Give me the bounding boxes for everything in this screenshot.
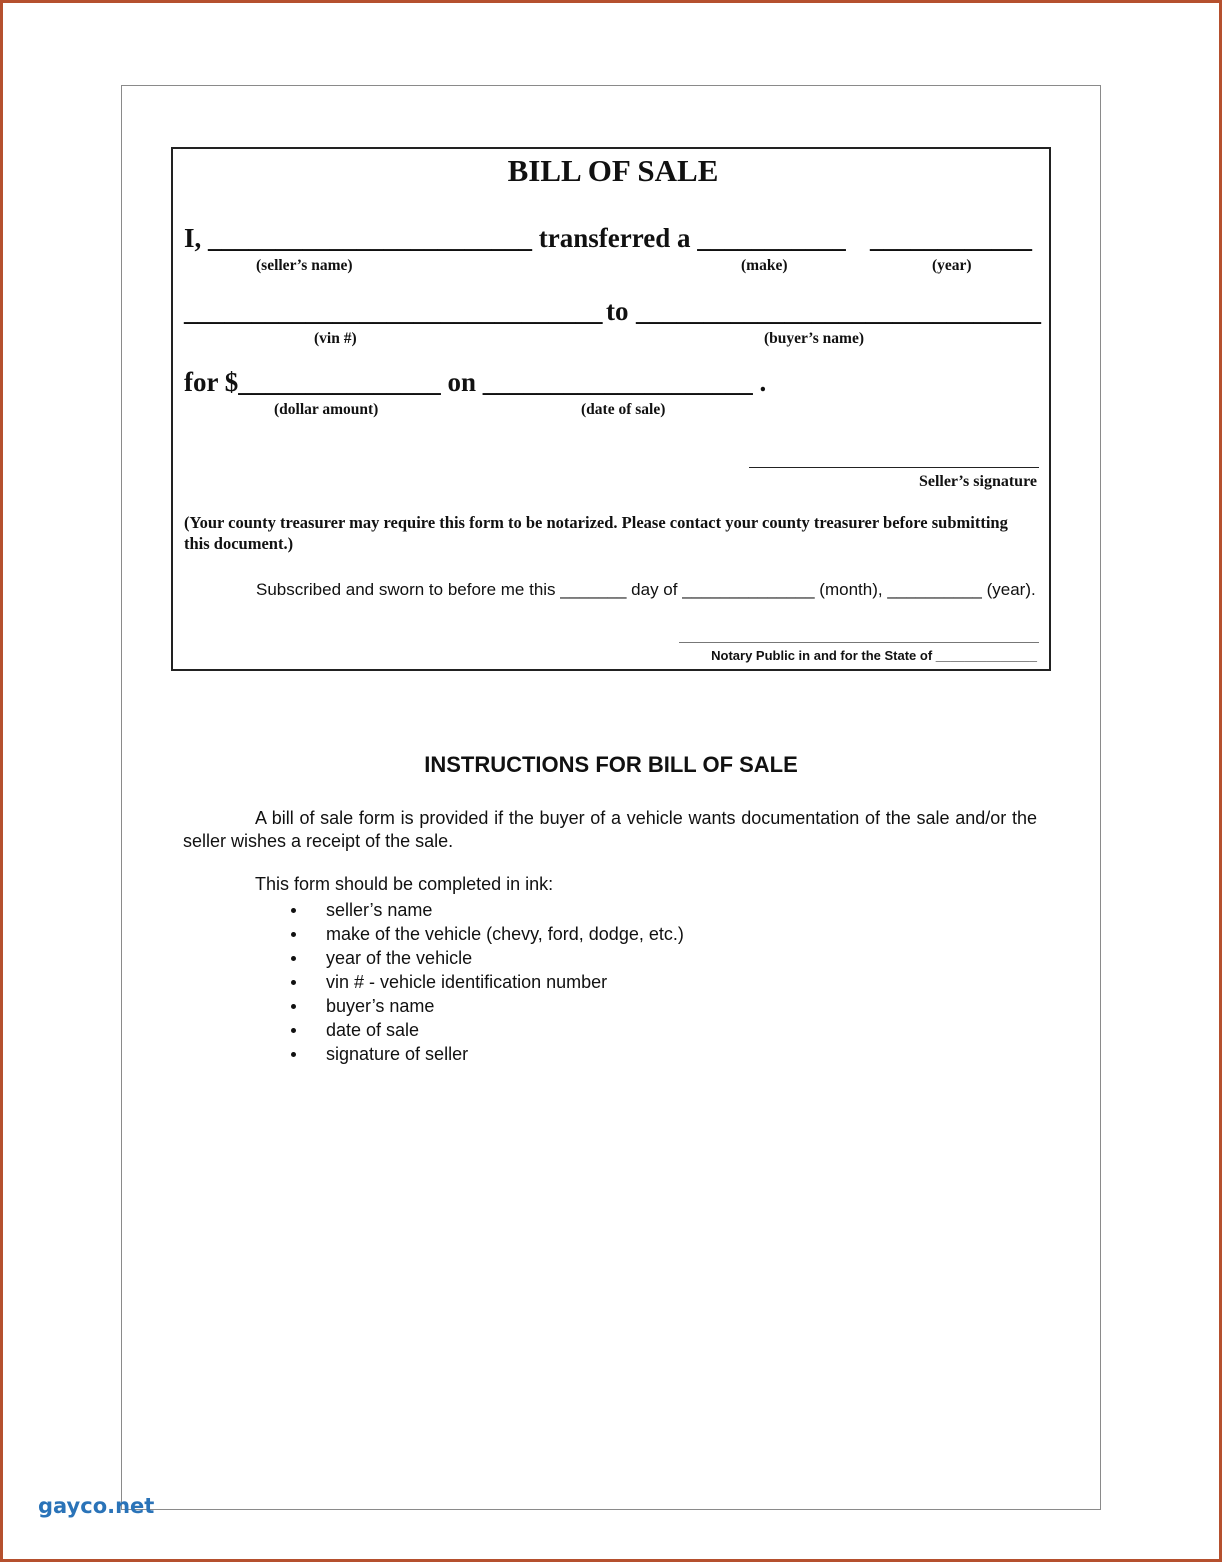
- watermark-logo: gayco.net: [38, 1494, 155, 1518]
- sworn-statement: Subscribed and sworn to before me this _______ day of ______________ (month), __________ (year).: [256, 580, 1036, 599]
- seller-make-line: I, ________________________ transferred a ___________: [184, 223, 846, 253]
- vin-blank: _______________________________: [184, 296, 603, 326]
- year-blank: ____________: [870, 223, 1032, 253]
- list-item-text: vin # - vehicle identification number: [326, 972, 608, 992]
- make-caption: (make): [741, 257, 788, 274]
- seller-signature-line: [749, 467, 1039, 468]
- notary-caption: Notary Public in and for the State of ______________: [711, 648, 1037, 663]
- seller-signature-caption: Seller’s signature: [918, 473, 1037, 490]
- notary-signature-line: [679, 642, 1039, 643]
- buyer-blank: ______________________________: [636, 296, 1041, 326]
- bullet-icon: [291, 908, 296, 913]
- year-caption: (year): [932, 257, 972, 274]
- dollar-amount-caption: (dollar amount): [274, 401, 379, 418]
- buyer-name-caption: (buyer’s name): [764, 330, 865, 347]
- bullet-icon: [291, 1052, 296, 1057]
- list-item: [255, 1018, 684, 1042]
- list-item: [255, 898, 684, 922]
- bullet-icon: [291, 1028, 296, 1033]
- instructions-title: INSTRUCTIONS FOR BILL OF SALE: [424, 752, 798, 777]
- list-item-text: signature of seller: [326, 1044, 469, 1064]
- instructions-list: [255, 898, 684, 1066]
- list-item-text: seller’s name: [326, 900, 433, 920]
- list-item-text: year of the vehicle: [326, 948, 473, 968]
- amount-date-line: for $_______________ on ____________________ .: [184, 367, 767, 397]
- list-item-text: date of sale: [326, 1020, 420, 1040]
- bill-of-sale-form: [171, 147, 1051, 671]
- list-item: [255, 922, 684, 946]
- list-item-text: buyer’s name: [326, 996, 435, 1016]
- list-item: [255, 970, 684, 994]
- list-item: [255, 946, 684, 970]
- instructions-paragraph: A bill of sale form is provided if the buyer of a vehicle wants documentation of the sale and/or the seller wishes a receipt of the sale.: [183, 808, 1037, 851]
- date-of-sale-caption: (date of sale): [581, 401, 666, 418]
- ink-instruction-label: This form should be completed in ink:: [255, 874, 554, 894]
- bullet-icon: [291, 956, 296, 961]
- bullet-icon: [291, 980, 296, 985]
- list-item-text: make of the vehicle (chevy, ford, dodge, etc.): [326, 924, 684, 944]
- bullet-icon: [291, 932, 296, 937]
- list-item: [255, 1042, 684, 1066]
- seller-name-caption: (seller’s name): [256, 257, 353, 274]
- vin-caption: (vin #): [314, 330, 357, 347]
- to-word: to: [606, 296, 629, 326]
- bullet-icon: [291, 1004, 296, 1009]
- list-item: [255, 994, 684, 1018]
- form-title: BILL OF SALE: [507, 153, 719, 188]
- notarize-notice: (Your county treasurer may require this form to be notarized. Please contact your county treasurer before submitting this document.): [184, 513, 1008, 553]
